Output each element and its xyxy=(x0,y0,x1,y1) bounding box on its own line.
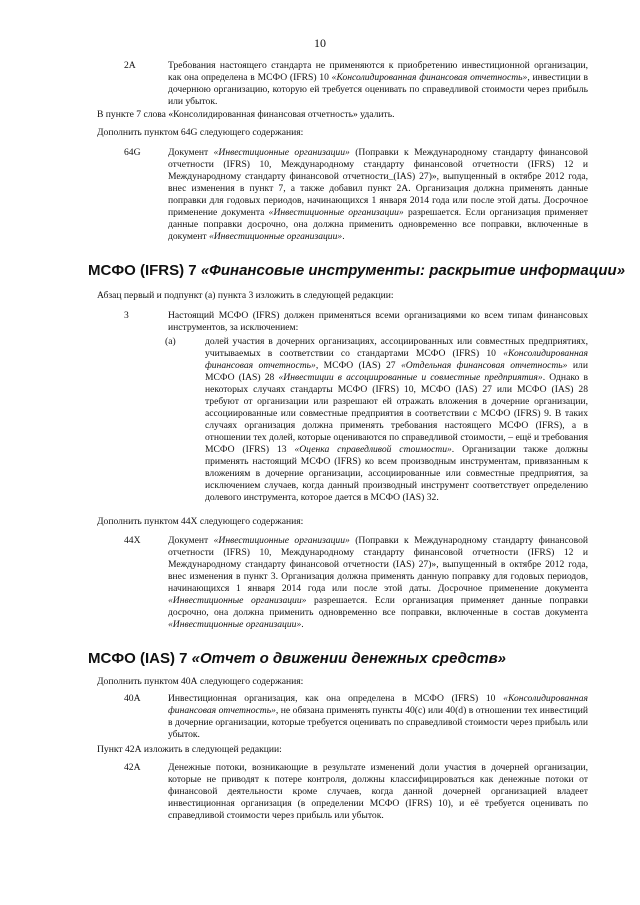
instruction-p3: Абзац первый и подпункт (а) пункта 3 изложить в следующей редакции: xyxy=(97,290,394,301)
paragraph-text: Документ «Инвестиционные организации» (Поправки к Международному стандарту финансовой отчетности (IFRS) 10, Международному стандарту финансовой отчетности (IFRS) 12 и Международному стандарту финансовой отчетности (IAS) 27)», выпущенный в октябре 2012 года, внес изменения в пункт 3. Организация должна применять данную поправку для годовых периодов, начинающихся 1 января 2014 года или после этой даты. Досрочное применение документа «Инвестиционные организации» разрешается. Если организация применяет данные поправки досрочно, она должна применить одновременно все поправки, включенные в состав документа «Инвестиционные организации». xyxy=(168,535,588,630)
instruction-40a: Дополнить пунктом 40А следующего содержания: xyxy=(97,676,304,687)
instruction-44x: Дополнить пунктом 44X следующего содержания: xyxy=(97,516,304,527)
paragraph-text: Документ «Инвестиционные организации» (Поправки к Международному стандарту финансовой отчетности (IFRS) 10, Международному стандарту финансовой отчетности (IFRS) 12 и Международному стандарту финансовой отчетности_(IAS) 27)», выпущенный в октябре 2012 года, внес изменения в пункт 7, а также добавил пункт 2А. Организация должна применять данные поправки для годовых периодов, начинающихся 1 января 2014 года или после этой даты. Досрочное применение документа «Инвестиционные организации» разрешается. Если организация применяет данные поправки досрочно, она должна применить одновременно все поправки, включенные в документ «Инвестиционные организации». xyxy=(168,147,589,242)
paragraph-number: (а) xyxy=(165,336,176,347)
paragraph-3a xyxy=(0,336,640,504)
paragraph-text: Настоящий МСФО (IFRS) должен применяться всеми организациями ко всем типам финансовых инструментов, за исключением: xyxy=(168,310,588,333)
paragraph-number: 64G xyxy=(124,147,141,158)
paragraph-3 xyxy=(0,310,640,334)
page-number: 10 xyxy=(314,36,326,50)
paragraph-text: долей участия в дочерних организациях, ассоциированных или совместных предприятиях, учитываемых в соответствии со стандартами МСФО (IFRS) 10 «Консолидированная финансовая отчетность», МСФО (IAS) 27 «Отдельная финансовая отчетность» или МСФО (IAS) 28 «Инвестиции в ассоциированные и совместные предприятия». Однако в некоторых случаях стандарты МСФО (IFRS) 10, МСФО (IAS) 27 или МСФО (IAS) 28 требуют от организации или разрешают ей отражать вложения в дочерние организации, ассоциированные или совместные предприятия в соответствии с МСФО (IFRS) 9. В таких случаях организация должна применять требования настоящего МСФО (IFRS), а в отношении тех долей, которые оцениваются по справедливой стоимости, – ещё и требования МСФО (IFRS) 13 «Оценка справедливой стоимости». Организации также должны применять настоящий МСФО (IFRS) ко всем производным инструментам, привязанным к вложениям в дочерние организации, ассоциированные или совместные предприятия, за исключением случаев, когда данный производный инструмент соответствует определению долевого инструмента, которое дается в МСФО (IAS) 32. xyxy=(205,336,588,503)
paragraph-40a xyxy=(0,693,640,741)
paragraph-2a xyxy=(0,60,640,108)
paragraph-number: 2A xyxy=(124,60,136,71)
paragraph-number: 3 xyxy=(124,310,129,321)
paragraph-number: 40А xyxy=(124,693,141,704)
paragraph-text: Инвестиционная организация, как она определена в МСФО (IFRS) 10 «Консолидированная финансовая отчетность», не обязана применять пункты 40(с) или 40(d) в отношении тех инвестиций в дочерние организации, которые требуется оценивать по справедливой стоимости через прибыль или убыток. xyxy=(168,693,589,740)
instruction-64g: Дополнить пунктом 64G следующего содержания: xyxy=(97,127,304,138)
paragraph-44x xyxy=(0,535,640,631)
paragraph-number: 42А xyxy=(124,762,141,773)
instruction-p7: В пункте 7 слова «Консолидированная финансовая отчетность» удалить. xyxy=(97,109,395,120)
paragraph-text: Требования настоящего стандарта не применяются к приобретению инвестиционной организации, как она определена в МСФО (IFRS) 10 «Консолидированная финансовая отчетность», инвестиции в дочернюю организацию, которую ей требуется оценивать по справедливой стоимости через прибыль или убыток. xyxy=(168,60,588,107)
instruction-42a: Пункт 42А изложить в следующей редакции: xyxy=(97,744,282,755)
paragraph-42a xyxy=(0,762,640,822)
paragraph-text: Денежные потоки, возникающие в результате изменений доли участия в дочерней организации, которые не приводят к потере контроля, должны классифицироваться как денежные потоки от финансовой деятельности кроме случаев, когда данной дочерней организацией владеет инвестиционная организация (в определении МСФО (IFRS) 10), и её требуется оценивать по справедливой стоимости через прибыль или убыток. xyxy=(168,762,588,821)
paragraph-64g xyxy=(0,147,640,243)
paragraph-number: 44X xyxy=(124,535,141,546)
section-heading-ias7: МСФО (IAS) 7 «Отчет о движении денежных средств» xyxy=(88,650,506,667)
section-heading-ifrs7: МСФО (IFRS) 7 «Финансовые инструменты: раскрытие информации» xyxy=(88,262,626,279)
